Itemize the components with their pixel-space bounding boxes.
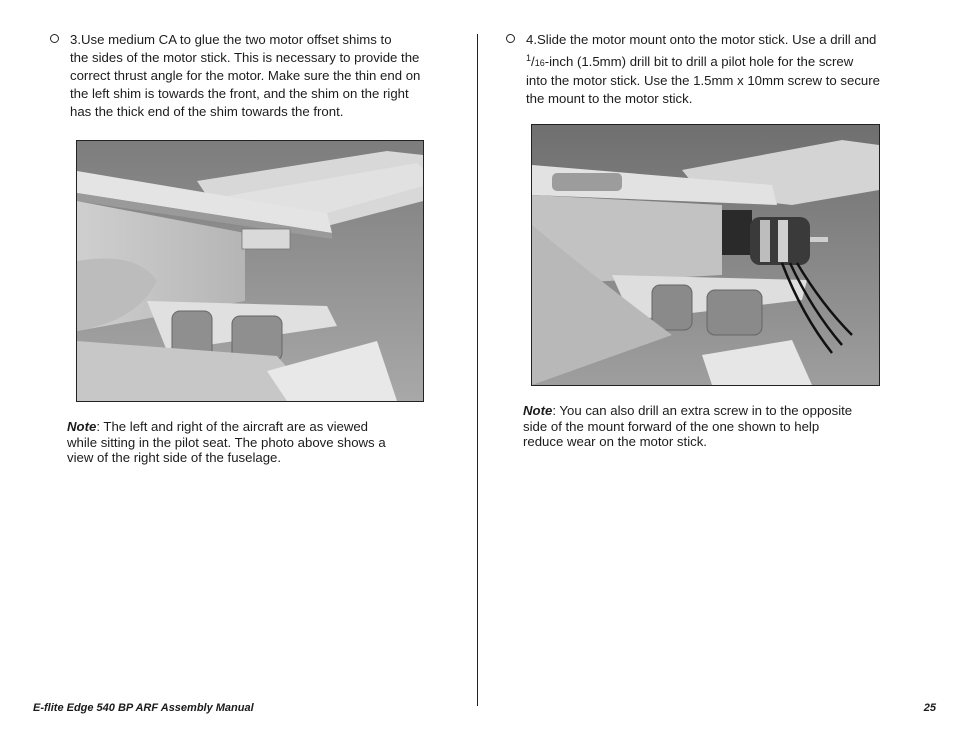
step-3-line: has the thick end of the shim towards the front. — [70, 104, 344, 119]
fraction-denominator: 16 — [534, 58, 545, 68]
note-right-first-line — [523, 403, 852, 419]
step-3-line: the sides of the motor stick. This is necessary to provide the — [70, 50, 420, 65]
photo-motor-offset-shims — [76, 140, 424, 402]
note-right — [523, 403, 852, 450]
step-3-text — [70, 31, 420, 121]
fraction-numerator: 1 — [526, 53, 532, 63]
note-left-line: view of the right side of the fuselage. — [67, 450, 282, 465]
step-4-line: 4.Slide the motor mount onto the motor stick. Use a drill and — [526, 32, 877, 47]
note-label: Note — [67, 419, 97, 434]
column-divider — [477, 34, 478, 706]
step-4-line-fraction: $^1$/16-inch (1.5mm) drill bit to drill a pilot hole for the screw — [526, 53, 854, 69]
step-3-line: the left shim is towards the front, and the shim on the right — [70, 86, 409, 101]
step-3-line: correct thrust angle for the motor. Make sure the thin end on — [70, 68, 421, 83]
step-4-text — [526, 31, 880, 108]
note-left — [67, 419, 386, 466]
step-4-line: the mount to the motor stick. — [526, 91, 693, 106]
footer-manual-title: E-flite Edge 540 BP ARF Assembly Manual — [33, 702, 254, 714]
step-3-line: 3.Use medium CA to glue the two motor offset shims to — [70, 32, 392, 47]
note-right-line: side of the mount forward of the one shown to help — [523, 418, 820, 434]
checkbox-circle-icon[interactable] — [50, 34, 59, 43]
checkbox-circle-icon[interactable] — [506, 34, 515, 43]
photo-motor-mount — [531, 124, 880, 386]
note-left-line: while sitting in the pilot seat. The photo above shows a — [67, 434, 386, 450]
note-right-line: reduce wear on the motor stick. — [523, 434, 707, 449]
note-left-text: : The left and right of the aircraft are as viewed — [96, 419, 369, 434]
note-right-text: : You can also drill an extra screw in to the opposite — [552, 403, 853, 418]
step-4-line: into the motor stick. Use the 1.5mm x 10mm screw to secure — [526, 73, 880, 88]
note-label: Note — [523, 403, 553, 418]
note-left-first-line — [67, 419, 386, 435]
step-4-line2-rest: -inch (1.5mm) drill bit to drill a pilot hole for the screw — [544, 54, 854, 69]
footer-page-number: 25 — [923, 702, 936, 714]
